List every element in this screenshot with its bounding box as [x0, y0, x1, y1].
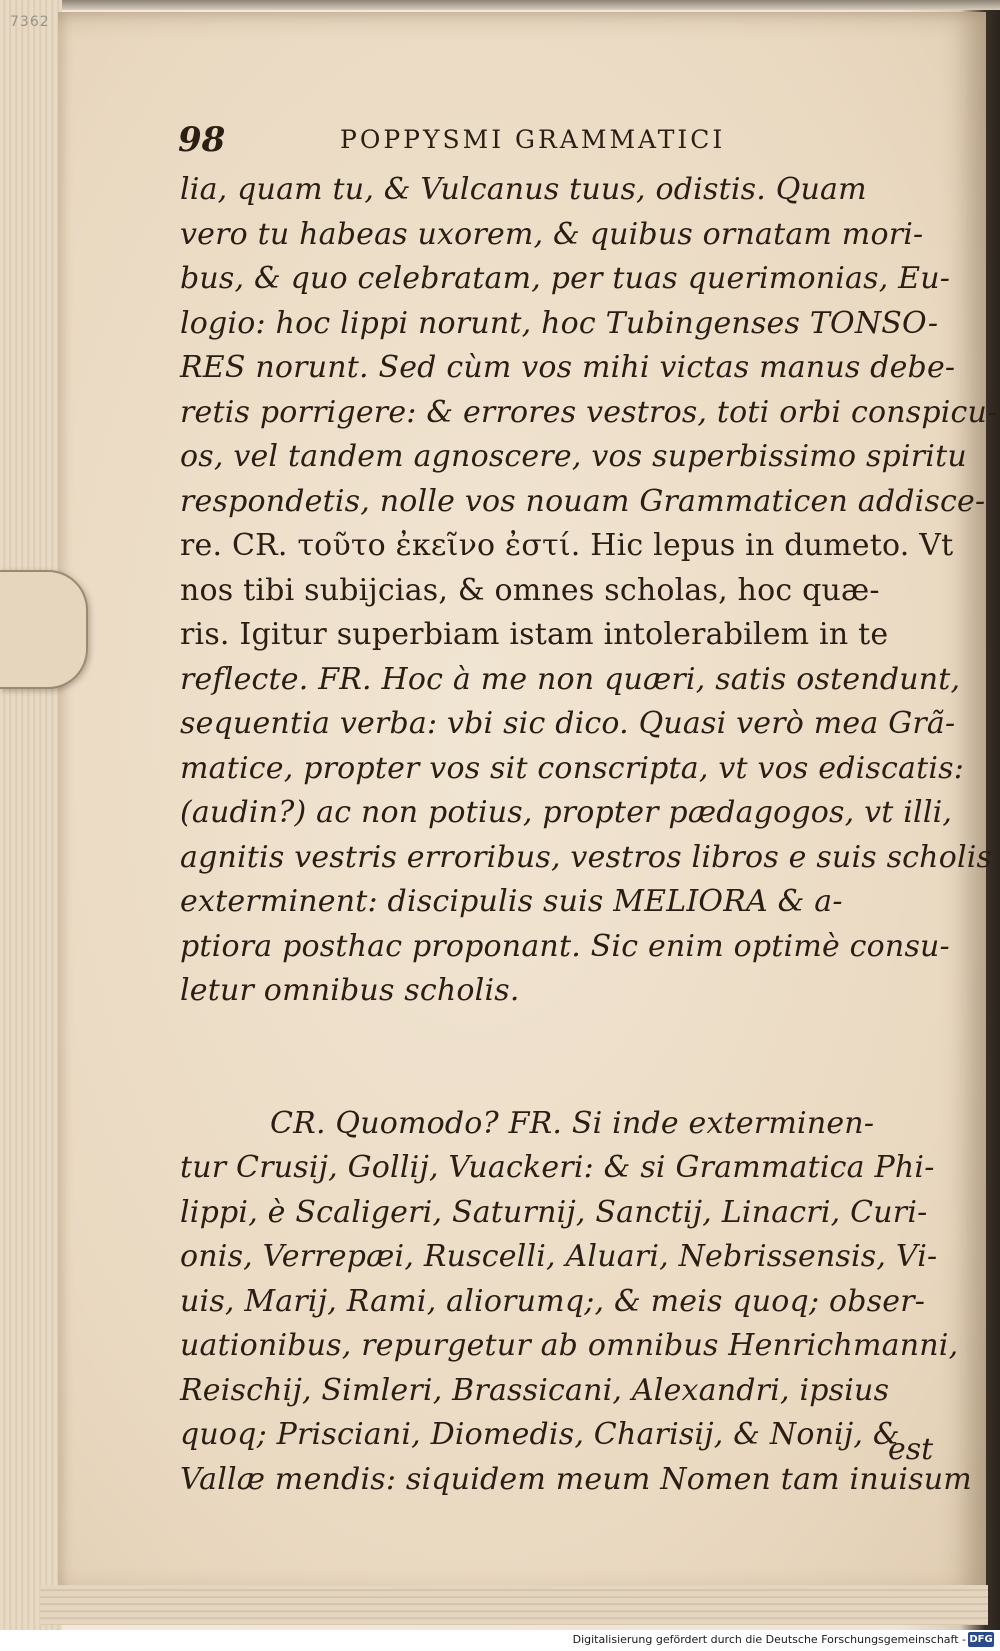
text-line: quoq; Prisciani, Diomedis, Charisij, & Nonij, & — [180, 1417, 900, 1452]
top-edge-shadow — [0, 0, 1000, 10]
page-number: 98 — [178, 120, 226, 160]
text-line: CR. Quomodo? FR. Si inde exterminen- — [270, 1105, 875, 1141]
text-line: reflecte. FR. Hoc à me non quæri, satis ostendunt, — [180, 661, 961, 697]
left-page-edges — [0, 0, 62, 1630]
text-line: uis, Marij, Rami, aliorumq;, & meis quoq; obser- — [180, 1283, 926, 1319]
text-line: RES norunt. Sed cùm vos mihi victas manus debe- — [180, 350, 956, 385]
text-line: bus, & quo celebratam, per tuas querimonias, Eu- — [180, 261, 951, 296]
text-line: Vallæ mendis: siquidem meum Nomen tam inuisum — [180, 1461, 972, 1497]
funding-notice: Digitalisierung gefördert durch die Deutsche Forschungsgemeinschaft - — [572, 1633, 966, 1646]
dfg-logo: DFG — [969, 1634, 993, 1645]
text-line: uationibus, repurgetur ab omnibus Henrichmanni, — [180, 1328, 959, 1363]
text-line: retis porrigere: & errores vestros, toti orbi conspicu- — [180, 394, 998, 430]
paragraph-gap — [180, 1018, 940, 1106]
text-line: agnitis vestris erroribus, vestros libros e suis scholis — [180, 839, 993, 875]
running-head: POPPYSMI GRAMMATICI — [340, 125, 726, 154]
text-line: re. CR. τοῦτο ἐκεῖνο ἐστί. Hic lepus in dumeto. Vt — [180, 528, 954, 563]
text-line: vero tu habeas uxorem, & quibus ornatam mori- — [180, 216, 924, 252]
bottom-page-edges — [40, 1585, 988, 1625]
text-line: tur Crusij, Gollij, Vuackeri: & si Grammatica Phi- — [180, 1150, 935, 1185]
text-line: respondetis, nolle vos nouam Grammaticen addisce- — [180, 483, 986, 519]
text-line: exterminent: discipulis suis MELIORA & a- — [180, 884, 843, 919]
text-line: sequentia verba: vbi sic dico. Quasi verò mea Grã- — [180, 706, 956, 741]
text-line: matice, propter vos sit conscripta, vt vos ediscatis: — [180, 750, 965, 786]
text-line: lippi, è Scaligeri, Saturnij, Sanctij, Linacri, Curi- — [180, 1194, 928, 1230]
text-line: lia, quam tu, & Vulcanus tuus, odistis. Quam — [180, 172, 867, 207]
catchword: est — [888, 1432, 934, 1467]
text-line: (audin?) ac non potius, propter pædagogos, vt illi, — [180, 795, 953, 830]
text-line: ris. Igitur superbiam istam intolerabilem in te — [180, 617, 889, 652]
text-line: os, vel tandem agnoscere, vos superbissimo spiritu — [180, 439, 967, 474]
text-line: nos tibi subijcias, & omnes scholas, hoc quæ- — [180, 572, 880, 608]
text-line: letur omnibus scholis. — [180, 973, 520, 1008]
library-mark: 7362 — [10, 14, 50, 30]
book-clip — [0, 570, 88, 689]
text-block — [180, 172, 998, 1506]
footer-bar — [0, 1630, 1000, 1651]
text-line: onis, Verrepæi, Ruscelli, Aluari, Nebrissensis, Vi- — [180, 1239, 938, 1274]
text-line: logio: hoc lippi norunt, hoc Tubingenses TONSO- — [180, 305, 939, 341]
text-line: Reischij, Simleri, Brassicani, Alexandri, ipsius — [180, 1372, 890, 1408]
text-line: ptiora posthac proponant. Sic enim optimè consu- — [180, 928, 950, 964]
